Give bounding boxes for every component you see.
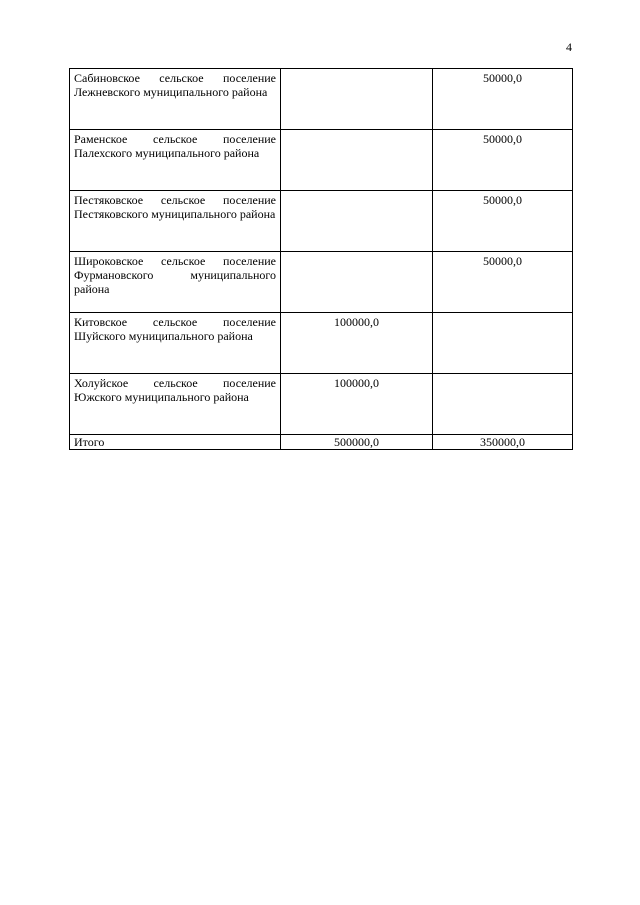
amount-b-cell: 50000,0 xyxy=(433,130,573,191)
settlement-name-cell: Раменское сельское поселение Палехского муниципального района xyxy=(70,130,281,191)
table-row xyxy=(70,191,573,252)
total-label: Итого xyxy=(70,435,281,450)
settlement-name-cell: Холуйское сельское поселение Южского муниципального района xyxy=(70,374,281,435)
amount-b-cell xyxy=(433,374,573,435)
amount-a-cell: 100000,0 xyxy=(281,313,433,374)
table-row xyxy=(70,313,573,374)
amount-a-cell xyxy=(281,191,433,252)
table-row xyxy=(70,374,573,435)
amount-a-cell xyxy=(281,69,433,130)
settlement-name-cell: Сабиновское сельское поселение Лежневского муниципального района xyxy=(70,69,281,130)
amount-a-cell xyxy=(281,130,433,191)
settlement-name-cell: Широковское сельское поселение Фурмановского муниципального района xyxy=(70,252,281,313)
table-row xyxy=(70,252,573,313)
table-row xyxy=(70,69,573,130)
table-row xyxy=(70,130,573,191)
page-number: 4 xyxy=(566,40,572,54)
total-amount-b: 350000,0 xyxy=(433,435,573,450)
settlement-name-cell: Китовское сельское поселение Шуйского муниципального района xyxy=(70,313,281,374)
amount-a-cell xyxy=(281,252,433,313)
total-amount-a: 500000,0 xyxy=(281,435,433,450)
amount-a-cell: 100000,0 xyxy=(281,374,433,435)
settlement-name-cell: Пестяковское сельское поселение Пестяковского муниципального района xyxy=(70,191,281,252)
amount-b-cell: 50000,0 xyxy=(433,191,573,252)
total-row xyxy=(70,435,573,450)
amount-b-cell: 50000,0 xyxy=(433,69,573,130)
amount-b-cell: 50000,0 xyxy=(433,252,573,313)
funding-table xyxy=(69,68,573,450)
amount-b-cell xyxy=(433,313,573,374)
